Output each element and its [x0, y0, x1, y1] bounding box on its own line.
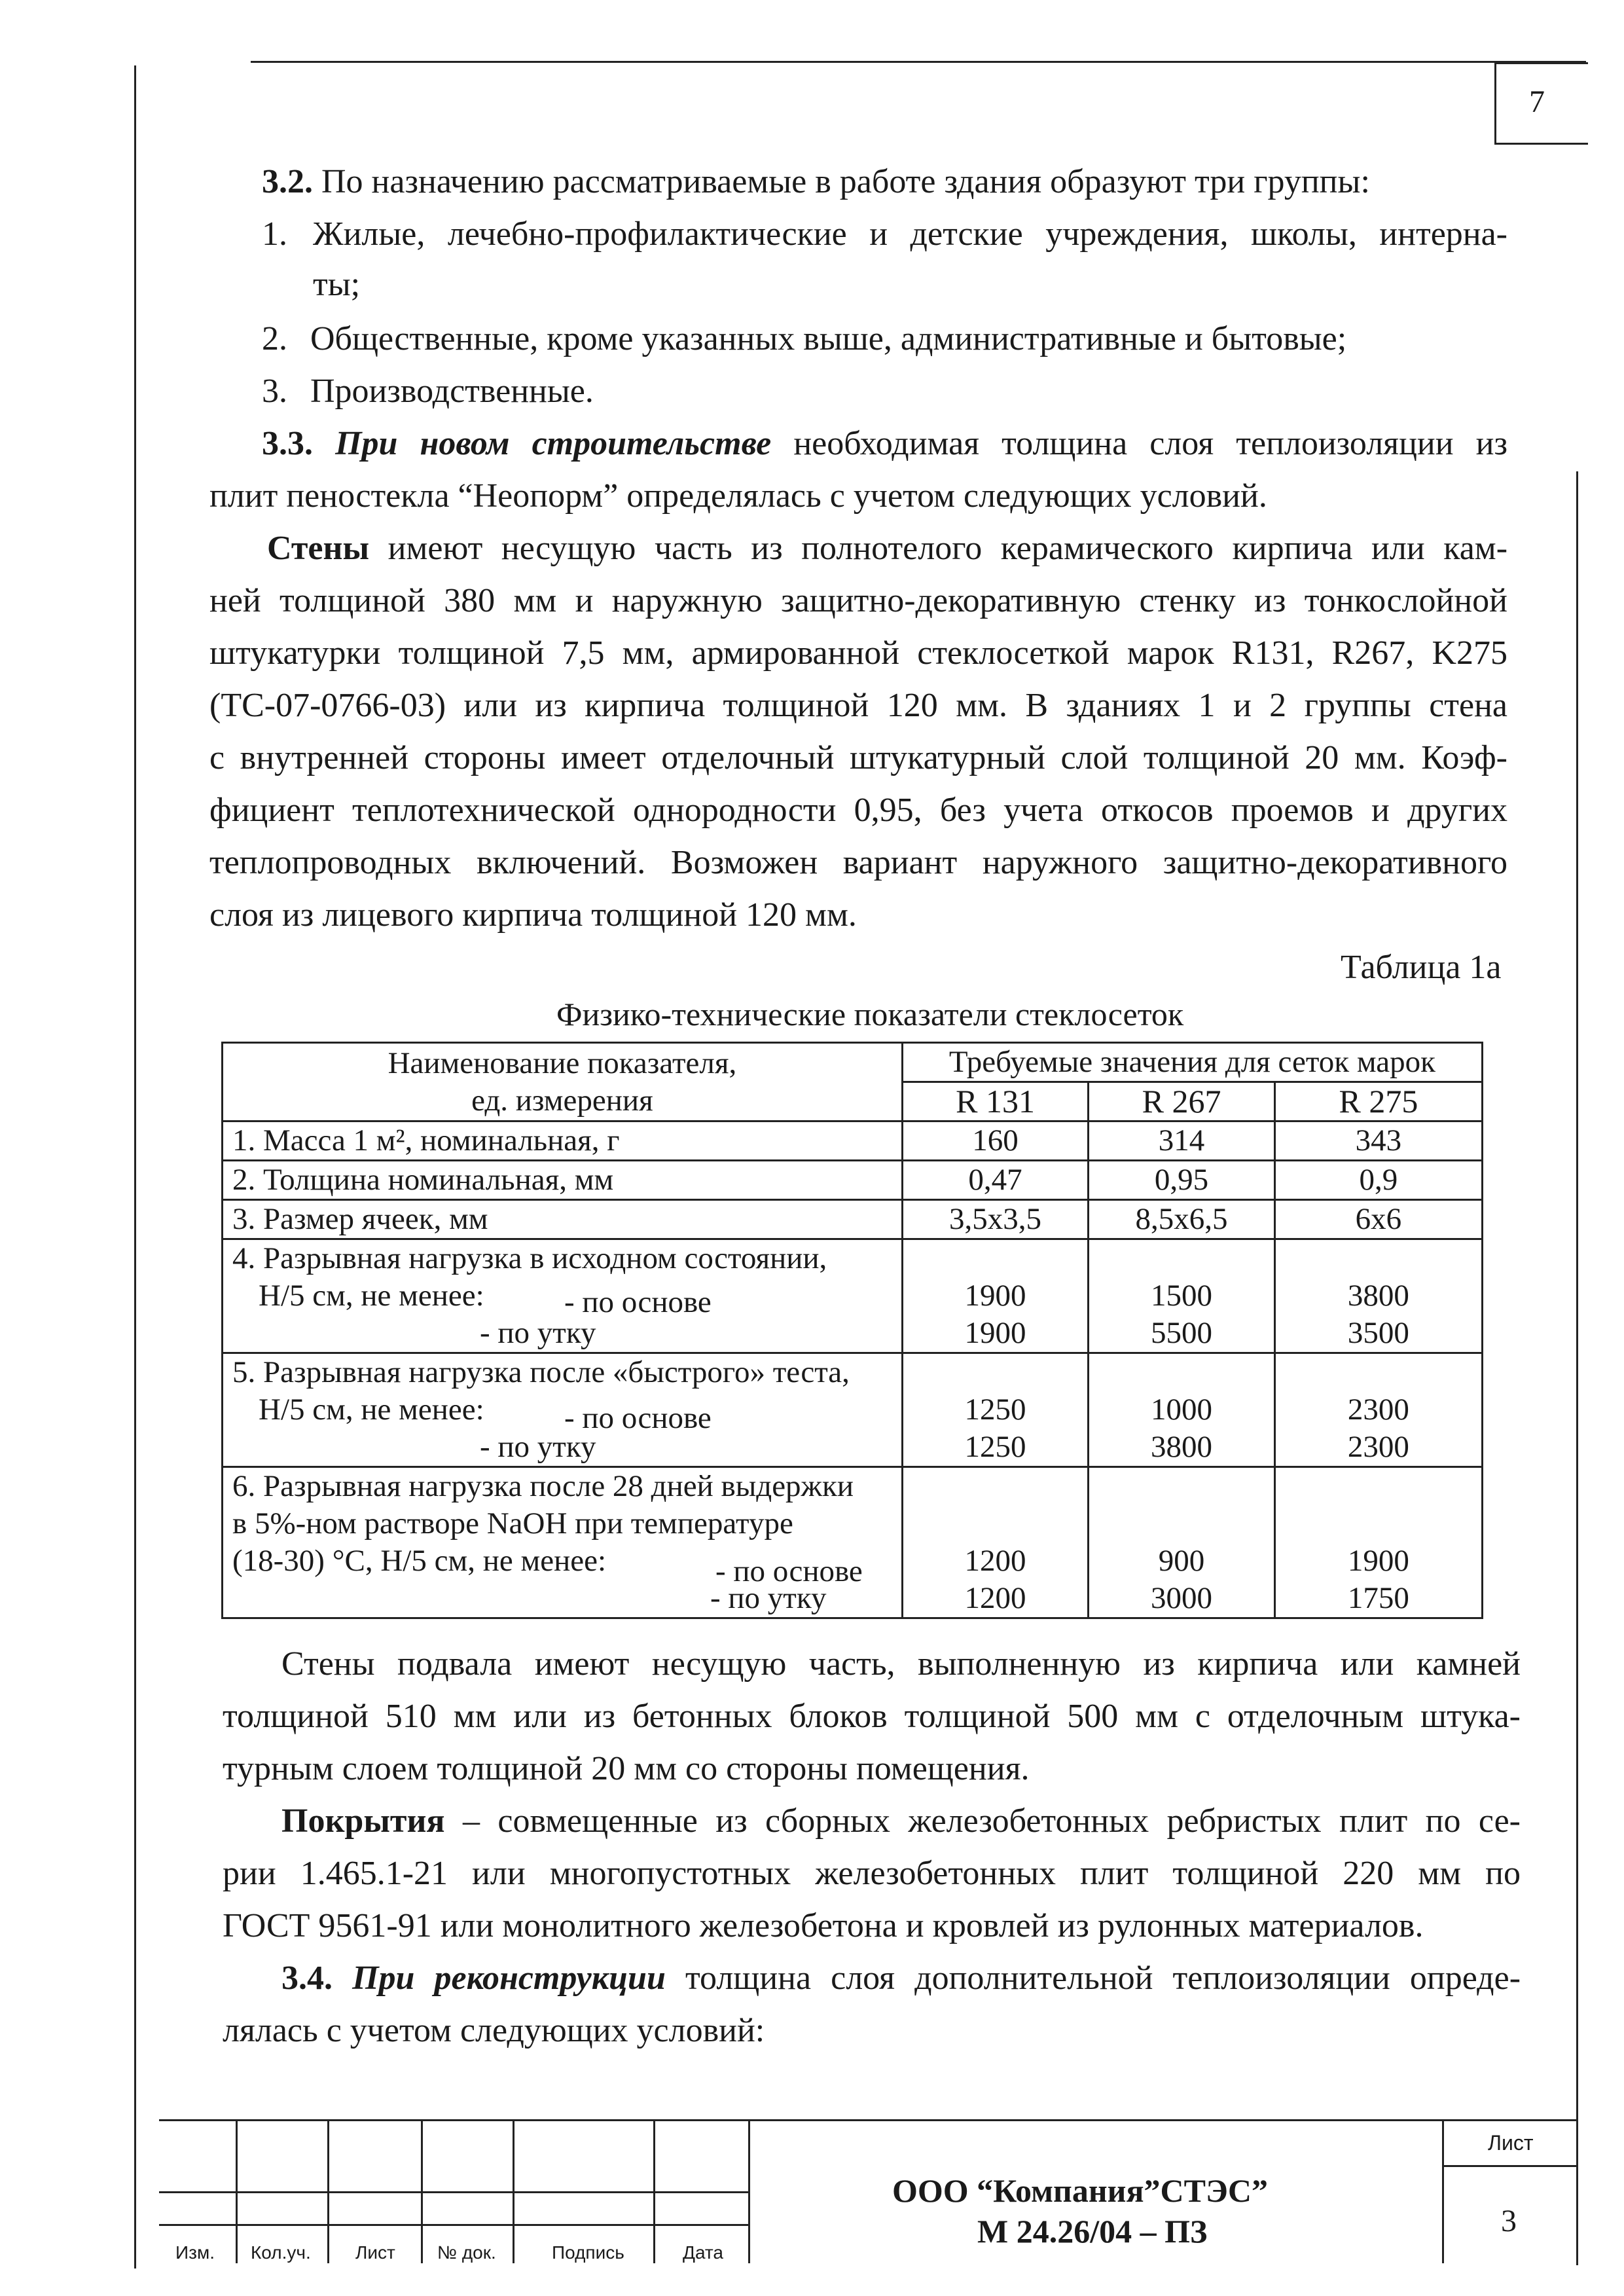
walls-line7	[209, 843, 1507, 882]
table-row	[223, 1467, 1483, 1618]
value-sub2: 1750	[1347, 1581, 1409, 1615]
row-value	[1089, 1239, 1275, 1353]
basement-text: турным слоем толщиной 20 мм со стороны помещения.	[223, 1750, 1030, 1787]
title-block-divider	[421, 2119, 423, 2263]
col-izm: Изм.	[175, 2242, 215, 2263]
table-header-group: Требуемые значения для сеток марок	[902, 1043, 1482, 1082]
sheet-label-line	[1442, 2165, 1578, 2167]
value-sub1: 900	[1158, 1544, 1205, 1578]
row-sub-line	[232, 1315, 892, 1352]
header-name-line2: ед. измерения	[471, 1083, 653, 1118]
value-sub1: 2300	[1347, 1393, 1409, 1427]
row-value: 0,95	[1089, 1161, 1275, 1200]
row-value	[902, 1353, 1089, 1467]
col-doc-no: № док.	[437, 2242, 496, 2263]
walls-text: ней толщиной 380 мм и наружную защитно-декоративную стенку из тонкослойной	[209, 582, 1507, 619]
column-header: R 267	[1089, 1082, 1275, 1121]
section-text: По назначению рассматриваемые в работе здания образуют три группы:	[321, 163, 1370, 200]
walls-line2	[209, 581, 1507, 620]
walls-text: (ТС-07-0766-03) или из кирпича толщиной 120 мм. В зданиях 1 и 2 группы стена	[209, 687, 1507, 724]
row-name-line: 6. Разрывная нагрузка после 28 дней выдержки	[232, 1469, 854, 1503]
value-sub1: 1500	[1151, 1279, 1213, 1313]
value-sub2: 3800	[1151, 1430, 1213, 1464]
walls-line4	[209, 686, 1507, 725]
roofs-line2	[223, 1854, 1521, 1893]
row6-sub1-label: - по основе	[715, 1554, 863, 1588]
walls-line5	[209, 738, 1507, 777]
row-name	[223, 1467, 903, 1618]
roofs-text: рии 1.465.1-21 или многопустотных железобетонных плит толщиной 220 мм по	[223, 1855, 1521, 1892]
value-sub1: 1250	[964, 1393, 1026, 1427]
section-emphasis: При реконструкции	[352, 1959, 666, 1997]
table-row	[223, 1353, 1483, 1467]
list-item-text: Производственные.	[310, 373, 594, 410]
row-value	[902, 1239, 1089, 1353]
value-sub2: 2300	[1347, 1430, 1409, 1464]
basement-line3	[223, 1749, 1030, 1788]
row-name-part: Н/5 см, не менее:	[259, 1279, 484, 1313]
row-sub-label: - по утку	[710, 1581, 827, 1615]
row-name: 3. Размер ячеек, мм	[223, 1200, 903, 1239]
row-name-part: (18-30) °С, Н/5 см, не менее:	[232, 1544, 606, 1578]
section-text: необходимая толщина слоя теплоизоляции из	[793, 425, 1508, 462]
section-3-3-line1	[262, 424, 1507, 463]
walls-text: теплопроводных включений. Возможен вариант наружного защитно-декоративного	[209, 844, 1507, 881]
list-item-3	[262, 372, 594, 410]
frame-right-line	[1576, 471, 1578, 2265]
row-value: 343	[1274, 1121, 1482, 1161]
column-header: R 131	[902, 1082, 1089, 1121]
title-block-divider	[236, 2119, 238, 2263]
row-name	[223, 1353, 903, 1467]
section-text: толщина слоя дополнительной теплоизоляции опреде-	[685, 1959, 1521, 1997]
value-sub2: 1250	[964, 1430, 1026, 1464]
row-value	[1089, 1353, 1275, 1467]
walls-text: имеют несущую часть из полнотелого керамического кирпича или кам-	[388, 530, 1508, 567]
section-emphasis: При новом строительстве	[335, 425, 772, 462]
list-number: 1.	[262, 215, 287, 253]
company-name: ООО “Компания”СТЭС”	[892, 2172, 1268, 2209]
value-sub2: 1200	[964, 1581, 1026, 1615]
roofs-text: – совмещенные из сборных железобетонных ребристых плит по се-	[462, 1802, 1521, 1840]
frame-top-line	[251, 61, 1586, 63]
row-sub-label: - по утку	[480, 1316, 596, 1350]
walls-line8	[209, 896, 857, 934]
table-header-name	[223, 1043, 903, 1121]
walls-text: с внутренней стороны имеет отделочный штукатурный слой толщиной 20 мм. Коэф-	[209, 739, 1507, 776]
row-name-line	[232, 1277, 892, 1315]
row-value	[1274, 1353, 1482, 1467]
col-list: Лист	[355, 2242, 395, 2263]
frame-left-line	[134, 65, 136, 2269]
section-text: лялась с учетом следующих условий:	[223, 2012, 765, 2049]
walls-text: фициент теплотехнической однородности 0,95, без учета откосов проемов и других	[209, 792, 1507, 829]
roofs-line1	[281, 1802, 1521, 1840]
section-3-2-heading	[262, 162, 1370, 201]
col-date: Дата	[683, 2242, 724, 2263]
row-value: 3,5х3,5	[902, 1200, 1089, 1239]
section-3-3-line2	[209, 477, 1267, 515]
row-value: 160	[902, 1121, 1089, 1161]
row-name-line: 5. Разрывная нагрузка после «быстрого» теста,	[232, 1355, 850, 1389]
page-number-box	[1494, 62, 1588, 145]
row-value	[1274, 1239, 1482, 1353]
list-number: 2.	[262, 320, 287, 357]
title-block-row-line	[159, 2224, 748, 2226]
list-item-1	[262, 215, 287, 253]
title-block-divider	[1442, 2119, 1444, 2263]
walls-line6	[209, 791, 1507, 829]
table-row	[223, 1121, 1483, 1161]
walls-heading: Стены	[267, 530, 370, 567]
section-number: 3.2.	[262, 163, 313, 200]
row-value: 0,9	[1274, 1161, 1482, 1200]
list-item-text: ты;	[313, 266, 361, 303]
value-sub1: 1200	[964, 1544, 1026, 1578]
list-item-1-text-cont	[313, 265, 360, 304]
roofs-text: ГОСТ 9561-91 или монолитного железобетона и кровлей из рулонных материалов.	[223, 1907, 1424, 1944]
row-name-line: 4. Разрывная нагрузка в исходном состоянии,	[232, 1241, 827, 1275]
value-sub2: 3500	[1347, 1316, 1409, 1350]
table-row	[223, 1239, 1483, 1353]
value-sub2: 1900	[964, 1316, 1026, 1350]
table-label: Таблица 1а	[1341, 949, 1502, 986]
row-name: 1. Масса 1 м², номинальная, г	[223, 1121, 903, 1161]
row-name-line: в 5%-ном растворе NaOH при температуре	[232, 1506, 793, 1540]
col-kol-uch: Кол.уч.	[251, 2242, 311, 2263]
section-number: 3.4.	[281, 1959, 333, 1997]
basement-line2	[223, 1697, 1521, 1736]
walls-text: штукатурки толщиной 7,5 мм, армированной стеклосеткой марок R131, R267, K275	[209, 634, 1507, 672]
row-value	[1089, 1467, 1275, 1618]
value-sub1: 1000	[1151, 1393, 1213, 1427]
title-block-mid-line	[159, 2191, 748, 2193]
row-value	[902, 1467, 1089, 1618]
value-sub2: 3000	[1151, 1581, 1213, 1615]
table-title: Физико-технические показатели стеклосеток	[556, 996, 1184, 1032]
title-block-divider	[513, 2119, 514, 2263]
col-signature: Подпись	[552, 2242, 624, 2263]
row-name: 2. Толщина номинальная, мм	[223, 1161, 903, 1200]
title-block-divider	[327, 2119, 329, 2263]
roofs-heading: Покрытия	[281, 1802, 445, 1840]
section-number: 3.3.	[262, 425, 313, 462]
walls-text: слоя из лицевого кирпича толщиной 120 мм.	[209, 896, 857, 934]
section-3-4-line1	[281, 1959, 1521, 1997]
row-value: 6х6	[1274, 1200, 1482, 1239]
row-value: 314	[1089, 1121, 1275, 1161]
row-value	[1274, 1467, 1482, 1618]
row-sub-label: - по утку	[480, 1430, 596, 1464]
basement-line1	[281, 1645, 1521, 1683]
row-value: 8,5х6,5	[1089, 1200, 1275, 1239]
row5-sub1-label: - по основе	[564, 1401, 712, 1435]
table-row	[223, 1200, 1483, 1239]
walls-line1	[267, 529, 1507, 568]
row4-sub1-label: - по основе	[564, 1285, 712, 1319]
title-block-divider	[748, 2119, 750, 2263]
document-code: М 24.26/04 – ПЗ	[977, 2213, 1208, 2250]
table-header-row	[223, 1043, 1483, 1082]
title-block	[159, 2119, 1578, 2263]
value-sub1: 1900	[1347, 1544, 1409, 1578]
title-block-divider	[653, 2119, 655, 2263]
basement-text: Стены подвала имеют несущую часть, выполненную из кирпича или камней	[281, 1645, 1521, 1683]
value-sub1: 1900	[964, 1279, 1026, 1313]
value-sub1: 3800	[1347, 1279, 1409, 1313]
list-number: 3.	[262, 373, 287, 410]
header-name-line1: Наименование показателя,	[388, 1046, 737, 1080]
list-item-1-text	[313, 215, 1507, 253]
page-number: 7	[1529, 84, 1545, 119]
row-name	[223, 1239, 903, 1353]
row-name-line	[232, 1391, 892, 1429]
table-row	[223, 1161, 1483, 1200]
list-item-2	[262, 319, 1346, 358]
section-3-4-line2	[223, 2011, 765, 2050]
spec-table	[221, 1042, 1483, 1619]
row-name-part: Н/5 см, не менее:	[259, 1393, 484, 1427]
value-sub2: 5500	[1151, 1316, 1213, 1350]
walls-line3	[209, 634, 1507, 672]
row-value: 0,47	[902, 1161, 1089, 1200]
sheet-number: 3	[1501, 2204, 1517, 2238]
basement-text: толщиной 510 мм или из бетонных блоков толщиной 500 мм с отделочным штука-	[223, 1698, 1521, 1735]
list-item-text: Общественные, кроме указанных выше, административные и бытовые;	[310, 320, 1347, 357]
list-item-text: Жилые, лечебно-профилактические и детские учреждения, школы, интерна-	[313, 215, 1507, 253]
column-header: R 275	[1274, 1082, 1482, 1121]
title-block-top-line	[159, 2119, 1578, 2121]
row-sub-line	[232, 1429, 892, 1466]
roofs-line3	[223, 1906, 1423, 1945]
sheet-label: Лист	[1488, 2131, 1534, 2155]
section-text: плит пеностекла “Неопорм” определялась с учетом следующих условий.	[209, 477, 1267, 515]
